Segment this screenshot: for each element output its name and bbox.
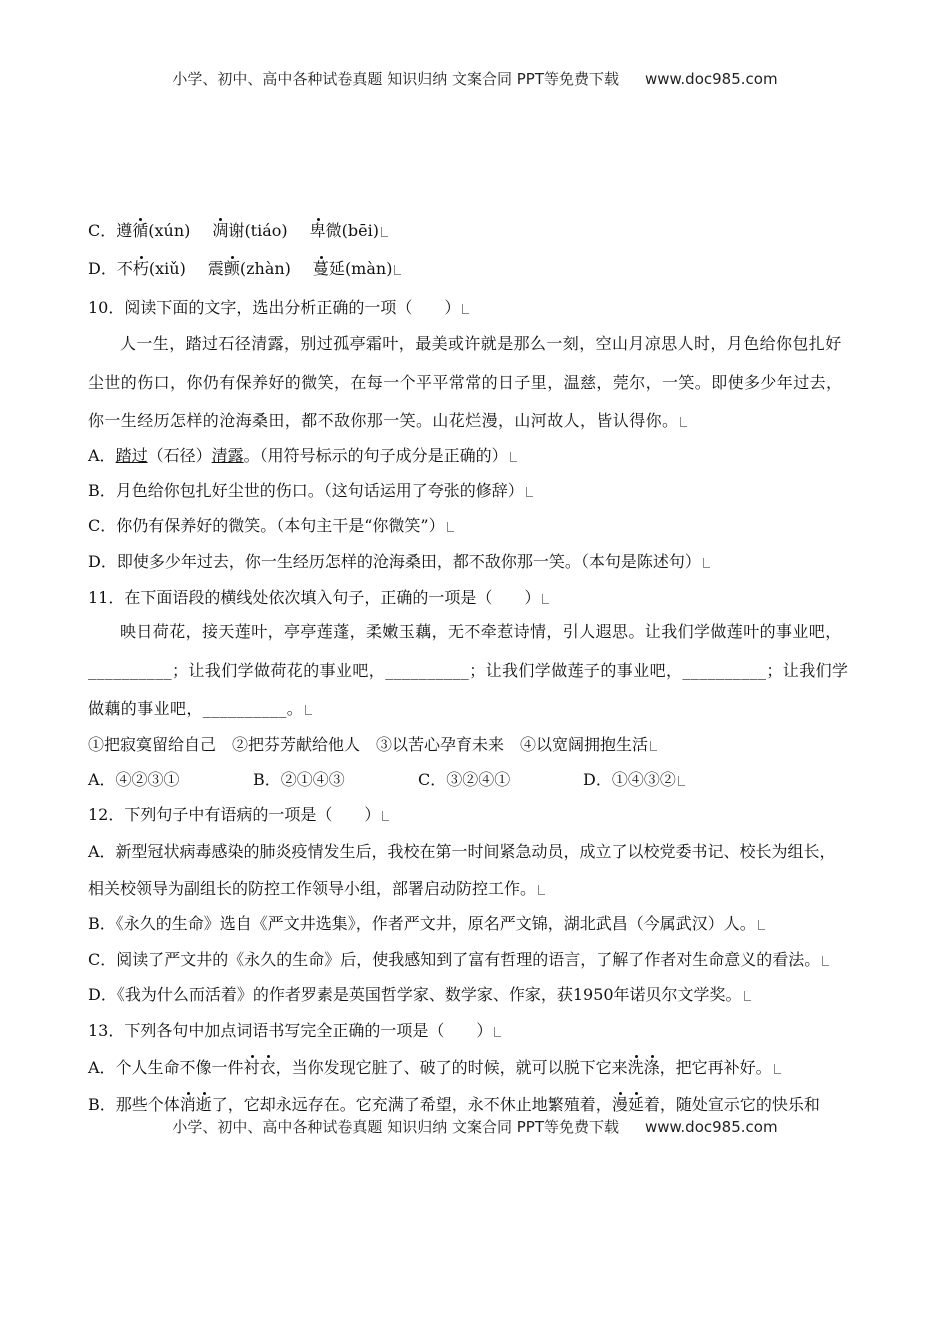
text-run: 不: [116, 259, 133, 278]
q13-option-a: [88, 1056, 868, 1080]
text-run: (xún): [148, 221, 191, 240]
text-run: A．个人生命不像一件: [88, 1058, 244, 1077]
paragraph-mark-icon: [680, 417, 687, 427]
q13-stem: [88, 1019, 868, 1043]
page-footer: [0, 1116, 950, 1137]
paragraph-mark-icon: [447, 522, 454, 532]
emphasis-dot-char: 消: [179, 1095, 196, 1114]
paragraph-mark-icon: [381, 227, 388, 237]
paragraph-mark-icon: [678, 776, 685, 786]
q10-passage-line-2: 尘世的伤口，你仍有保养好的微笑，在每一个平平常常的日子里，温慈，莞尔，一笑。即使多少年过去，: [88, 373, 843, 392]
paragraph-mark-icon: [494, 1027, 501, 1037]
q12-option-a-line-2: [88, 877, 868, 901]
emphasis-dot-char: 逝: [195, 1095, 212, 1114]
q12-stem: [88, 803, 868, 827]
q10-stem: [88, 296, 868, 320]
text-run: 着，随处宣示它的快乐和: [643, 1095, 820, 1114]
paragraph-mark-icon: [526, 487, 533, 497]
text-run: 震: [207, 259, 224, 278]
underlined-text: 踏过: [115, 446, 148, 465]
text-run: 。（用符号标示的句子成分是正确的）: [243, 446, 508, 465]
paragraph-mark-icon: [822, 956, 829, 966]
paragraph-mark-icon: [394, 265, 401, 275]
emphasis-dot-char: 颤: [223, 259, 240, 278]
text-run: B．月色给你包扎好尘世的伤口。（这句话运用了夸张的修辞）: [88, 481, 524, 500]
q11-passage-line-2: __________；让我们学做荷花的事业吧，__________；让我们学做莲子的事业吧，__________；让我们学: [88, 661, 849, 680]
text-run: 相关校领导为副组长的防控工作领导小组，部署启动防控工作。: [88, 879, 537, 898]
text-run: (tiáo): [244, 221, 288, 240]
q11-choices: [88, 733, 868, 757]
paragraph-mark-icon: [510, 452, 517, 462]
text-run: 微: [325, 221, 342, 240]
page-header-top: [0, 68, 950, 89]
text-run: D．《我为什么而活着》的作者罗素是英国哲学家、数学家、作家，获1950年诺贝尔文学奖。: [88, 985, 742, 1004]
paragraph-mark-icon: [744, 991, 751, 1001]
text-run: 12．下列句子中有语病的一项是（ ）: [88, 805, 381, 824]
paragraph-mark-icon: [758, 920, 765, 930]
paragraph-mark-icon: [703, 558, 710, 568]
emphasis-dot-char: 洗: [627, 1058, 644, 1077]
emphasis-dot-char: 蔓: [312, 259, 329, 278]
paragraph-mark-icon: [382, 811, 389, 821]
text-run: D．: [88, 259, 117, 278]
footer-site[interactable]: www.doc985.com: [644, 1118, 778, 1136]
q11-passage-line-1: 映日荷花，接天莲叶，亭亭莲蓬，柔嫩玉藕，无不牵惹诗情，引人遐思。让我们学做莲叶的事业吧，: [120, 622, 842, 641]
text-run: 13．下列各句中加点词语书写完全正确的一项是（ ）: [88, 1021, 493, 1040]
emphasis-dot-char: 朽: [132, 259, 149, 278]
underlined-text: 清露: [211, 446, 244, 465]
q10-option-a: [88, 444, 868, 468]
text-run: B．《永久的生命》选自《严文井选集》，作者严文井，原名严文锦，湖北武昌（今属武汉）人。: [88, 914, 756, 933]
paragraph-mark-icon: [774, 1064, 781, 1074]
q10-passage-line-1: 人一生，踏过石径清露，别过孤亭霜叶，最美或许就是那么一刻，空山月凉思人时，月色给你包扎好: [120, 334, 842, 353]
emphasis-dot-char: 延: [627, 1095, 644, 1114]
text-run: (zhàn): [239, 259, 291, 278]
text-run: （石径）: [147, 446, 212, 465]
q12-option-d: [88, 983, 868, 1007]
text-run: 谢: [228, 221, 245, 240]
text-run: 你一生经历怎样的沧海桑田，都不敌你那一笑。山花烂漫，山河故人，皆认得你。: [88, 411, 679, 430]
q11-option-a: A．④②③①: [88, 770, 180, 789]
text-run: C．你仍有保养好的微笑。（本句主干是“你微笑”）: [88, 516, 445, 535]
q12-option-b: [88, 912, 868, 936]
text-run: (bēi): [341, 221, 379, 240]
q9-option-c: [88, 219, 868, 243]
q10-option-c: [88, 514, 868, 538]
text-run: D．即使多少年过去，你一生经历怎样的沧海桑田，都不敌你那一笑。（本句是陈述句）: [88, 552, 701, 571]
q11-passage-line-3: [88, 697, 868, 721]
q11-option-b: B．②①④③: [253, 770, 345, 789]
text-run: B．那些个体: [88, 1095, 180, 1114]
text-run: ①把寂寞留给自己 ②把芬芳献给他人 ③以苦心孕育未来 ④以宽阔拥抱生活: [88, 735, 649, 754]
text-run: 遵: [116, 221, 133, 240]
text-run: (màn): [344, 259, 393, 278]
text-run: ，当你发现它脏了、破了的时候，就可以脱下它来: [275, 1058, 628, 1077]
text-run: A．: [88, 446, 116, 465]
q9-option-d: [88, 257, 868, 281]
q10-option-d: [88, 550, 868, 574]
q12-option-a-line-1: A．新型冠状病毒感染的肺炎疫情发生后，我校在第一时间紧急动员，成立了以校党委书记、校长为组长，: [88, 842, 836, 861]
emphasis-dot-char: 衣: [259, 1058, 276, 1077]
paragraph-mark-icon: [305, 705, 312, 715]
q11-option-c: C．③②④①: [418, 770, 511, 789]
emphasis-dot-char: 涤: [643, 1058, 660, 1077]
paragraph-mark-icon: [542, 594, 549, 604]
text-run: ，把它再补好。: [659, 1058, 772, 1077]
text-run: C．: [88, 221, 117, 240]
q11-options: [88, 768, 868, 792]
footer-text: 小学、初中、高中各种试卷真题 知识归纳 文案合同 PPT等免费下载: [172, 1118, 619, 1136]
emphasis-dot-char: 循: [132, 221, 149, 240]
text-run: (xiǔ): [148, 259, 186, 278]
q10-option-b: [88, 479, 868, 503]
emphasis-dot-char: 衬: [243, 1058, 260, 1077]
q11-stem: [88, 586, 868, 610]
q13-option-b: [88, 1093, 868, 1117]
paragraph-mark-icon: [462, 304, 469, 314]
emphasis-dot-char: 漫: [611, 1095, 628, 1114]
header-site[interactable]: www.doc985.com: [644, 70, 778, 88]
text-run: 11．在下面语段的横线处依次填入句子，正确的一项是（ ）: [88, 588, 541, 607]
text-run: 了，它却永远存在。它充满了希望，永不休止地繁殖着，: [211, 1095, 612, 1114]
paragraph-mark-icon: [650, 741, 657, 751]
text-run: C．阅读了严文井的《永久的生命》后，使我感知到了富有哲理的语言，了解了作者对生命意义的看法。: [88, 950, 821, 969]
emphasis-dot-char: 凋: [212, 221, 229, 240]
emphasis-dot-char: 卑: [309, 221, 326, 240]
text-run: 10．阅读下面的文字，选出分析正确的一项（ ）: [88, 298, 461, 317]
q11-option-d: D．①④③②: [583, 770, 676, 789]
q12-option-c: [88, 948, 868, 972]
text-run: 做藕的事业吧，__________。: [88, 699, 304, 718]
header-text: 小学、初中、高中各种试卷真题 知识归纳 文案合同 PPT等免费下载: [172, 70, 619, 88]
text-run: 延: [328, 259, 345, 278]
q10-passage-line-3: [88, 409, 868, 433]
paragraph-mark-icon: [538, 885, 545, 895]
